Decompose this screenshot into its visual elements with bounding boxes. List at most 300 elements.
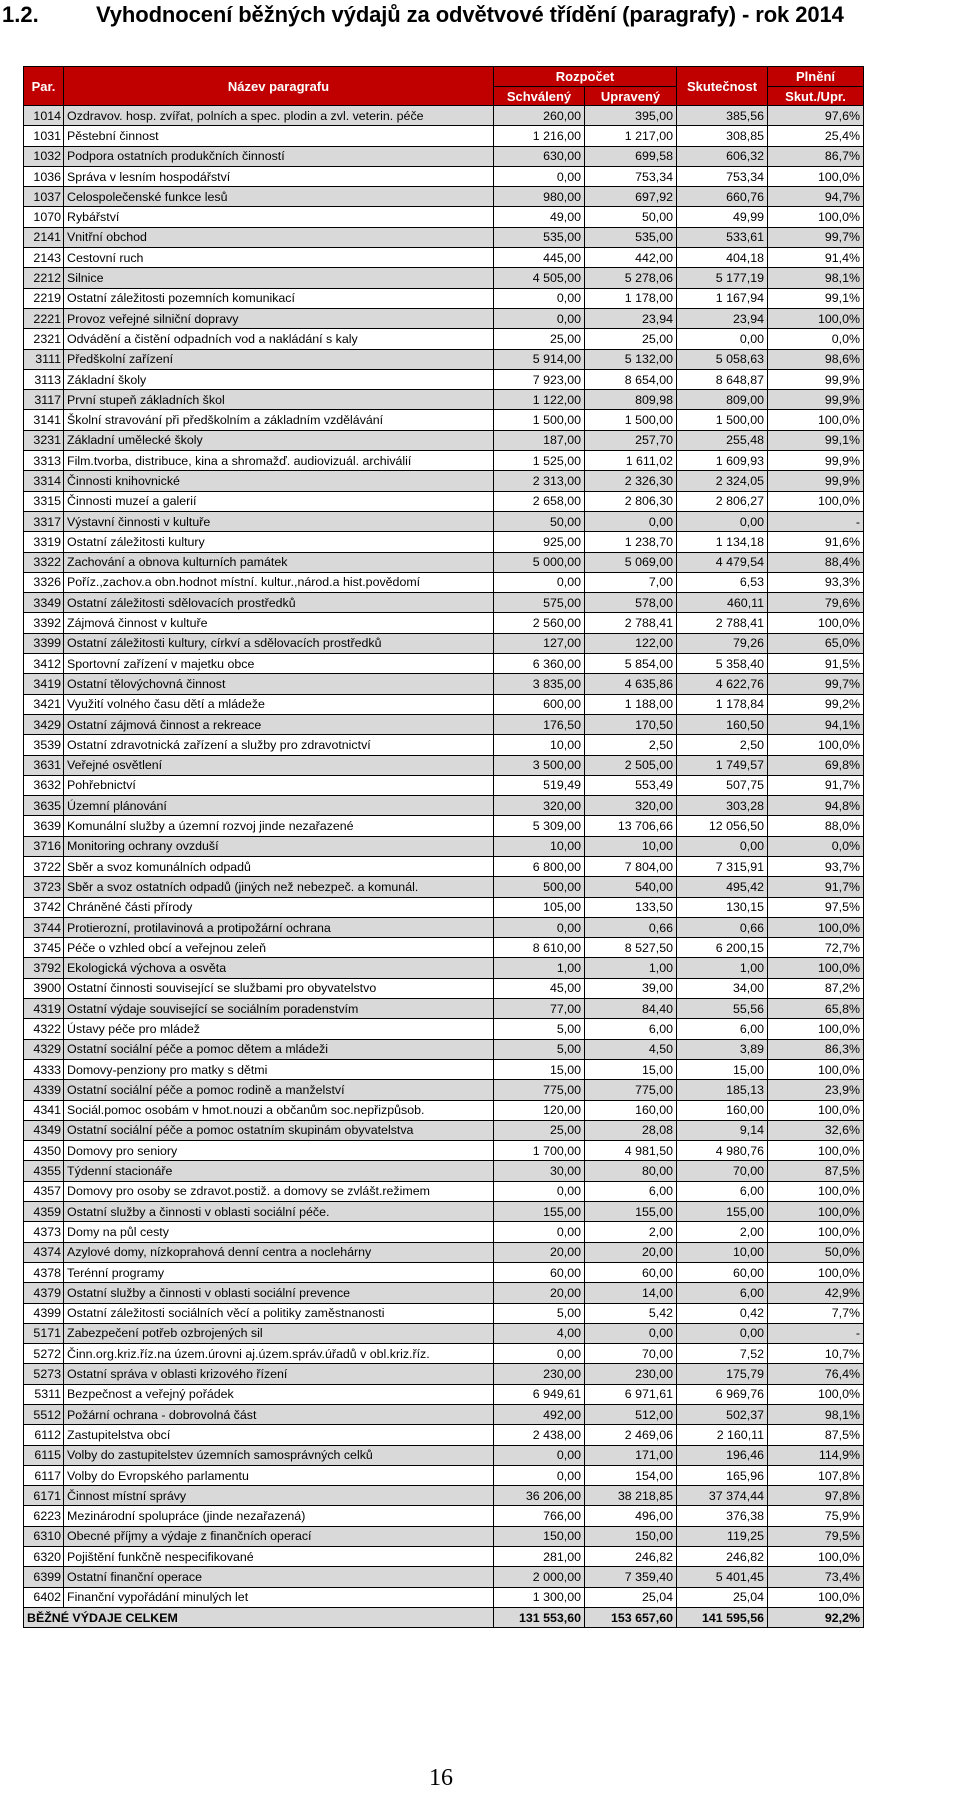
fulfil-cell: 99,9% — [768, 451, 864, 471]
table-row — [24, 1161, 864, 1181]
table-row — [24, 1384, 864, 1404]
name-cell: Poříz.,zachov.a obn.hodnot místní. kultur.,národ.a hist.povědomí — [64, 572, 494, 592]
name-cell: Pohřebnictví — [64, 775, 494, 795]
fulfil-cell: 98,6% — [768, 349, 864, 369]
adjusted-cell: 2 326,30 — [585, 471, 677, 491]
actual-cell: 37 374,44 — [677, 1486, 768, 1506]
fulfil-cell: 98,1% — [768, 268, 864, 288]
fulfil-cell: 91,7% — [768, 775, 864, 795]
table-row — [24, 268, 864, 288]
approved-cell: 5 309,00 — [494, 816, 585, 836]
adjusted-cell: 6,00 — [585, 1181, 677, 1201]
approved-cell: 0,00 — [494, 917, 585, 937]
actual-cell: 23,94 — [677, 308, 768, 328]
name-cell: Ostatní zdravotnická zařízení a služby pro zdravotnictví — [64, 735, 494, 755]
fulfil-cell: 100,0% — [768, 1181, 864, 1201]
adjusted-cell: 553,49 — [585, 775, 677, 795]
adjusted-cell: 1 611,02 — [585, 451, 677, 471]
adjusted-cell: 13 706,66 — [585, 816, 677, 836]
approved-cell: 5,00 — [494, 1019, 585, 1039]
name-cell: Ostatní záležitosti kultury — [64, 532, 494, 552]
table-row — [24, 694, 864, 714]
total-row — [24, 1607, 864, 1627]
fulfil-cell: 0,0% — [768, 329, 864, 349]
name-cell: Ostatní sociální péče a pomoc ostatním skupinám obyvatelstva — [64, 1120, 494, 1140]
adjusted-cell: 697,92 — [585, 187, 677, 207]
adjusted-cell: 5,42 — [585, 1303, 677, 1323]
fulfil-cell: 42,9% — [768, 1283, 864, 1303]
actual-cell: 0,00 — [677, 836, 768, 856]
actual-cell: 15,00 — [677, 1059, 768, 1079]
name-cell: Ostatní služby a činnosti v oblasti sociální péče. — [64, 1202, 494, 1222]
name-cell: Chráněné části přírody — [64, 897, 494, 917]
table-row — [24, 146, 864, 166]
code-cell: 6310 — [24, 1526, 64, 1546]
name-cell: Ústavy péče pro mládež — [64, 1019, 494, 1039]
fulfil-cell: 100,0% — [768, 1547, 864, 1567]
actual-cell: 49,99 — [677, 207, 768, 227]
table-row — [24, 126, 864, 146]
code-cell: 4341 — [24, 1100, 64, 1120]
table-row — [24, 1059, 864, 1079]
name-cell: Činnosti muzeí a galerií — [64, 491, 494, 511]
actual-cell: 8 648,87 — [677, 369, 768, 389]
adjusted-cell: 2 505,00 — [585, 755, 677, 775]
adjusted-cell: 2 788,41 — [585, 613, 677, 633]
table-row — [24, 735, 864, 755]
table-row — [24, 106, 864, 126]
code-cell: 3326 — [24, 572, 64, 592]
approved-cell: 575,00 — [494, 593, 585, 613]
code-cell: 2221 — [24, 308, 64, 328]
approved-cell: 49,00 — [494, 207, 585, 227]
table-row — [24, 796, 864, 816]
approved-cell: 500,00 — [494, 877, 585, 897]
table-row — [24, 654, 864, 674]
fulfil-cell: 100,0% — [768, 308, 864, 328]
code-cell: 5311 — [24, 1384, 64, 1404]
name-cell: Územní plánování — [64, 796, 494, 816]
header-fulfil-bottom: Skut./Upr. — [768, 87, 864, 106]
fulfil-cell: 79,6% — [768, 593, 864, 613]
name-cell: Základní umělecké školy — [64, 430, 494, 450]
approved-cell: 155,00 — [494, 1202, 585, 1222]
fulfil-cell: 0,0% — [768, 836, 864, 856]
actual-cell: 5 358,40 — [677, 654, 768, 674]
table-row — [24, 1202, 864, 1222]
table-body — [24, 106, 864, 1608]
adjusted-cell: 25,00 — [585, 329, 677, 349]
code-cell: 4399 — [24, 1303, 64, 1323]
actual-cell: 404,18 — [677, 248, 768, 268]
code-cell: 3314 — [24, 471, 64, 491]
approved-cell: 5,00 — [494, 1039, 585, 1059]
table-row — [24, 1262, 864, 1282]
fulfil-cell: 94,8% — [768, 796, 864, 816]
fulfil-cell: 99,1% — [768, 430, 864, 450]
total-fulfil: 92,2% — [768, 1607, 864, 1627]
actual-cell: 5 177,19 — [677, 268, 768, 288]
table-row — [24, 187, 864, 207]
fulfil-cell: 23,9% — [768, 1080, 864, 1100]
code-cell: 6171 — [24, 1486, 64, 1506]
approved-cell: 980,00 — [494, 187, 585, 207]
fulfil-cell: 99,7% — [768, 674, 864, 694]
approved-cell: 4 505,00 — [494, 268, 585, 288]
actual-cell: 79,26 — [677, 633, 768, 653]
code-cell: 4333 — [24, 1059, 64, 1079]
table-row — [24, 308, 864, 328]
actual-cell: 7 315,91 — [677, 856, 768, 876]
actual-cell: 0,00 — [677, 1323, 768, 1343]
table-row — [24, 1567, 864, 1587]
adjusted-cell: 8 527,50 — [585, 938, 677, 958]
table-row — [24, 877, 864, 897]
fulfil-cell: 32,6% — [768, 1120, 864, 1140]
actual-cell: 246,82 — [677, 1547, 768, 1567]
fulfil-cell: 25,4% — [768, 126, 864, 146]
fulfil-cell: 91,6% — [768, 532, 864, 552]
adjusted-cell: 320,00 — [585, 796, 677, 816]
name-cell: Využití volného času dětí a mládeže — [64, 694, 494, 714]
actual-cell: 753,34 — [677, 166, 768, 186]
actual-cell: 303,28 — [677, 796, 768, 816]
code-cell: 3313 — [24, 451, 64, 471]
actual-cell: 34,00 — [677, 978, 768, 998]
adjusted-cell: 1 238,70 — [585, 532, 677, 552]
adjusted-cell: 578,00 — [585, 593, 677, 613]
table-row — [24, 1039, 864, 1059]
adjusted-cell: 23,94 — [585, 308, 677, 328]
header-adjusted: Upravený — [585, 87, 677, 106]
name-cell: Správa v lesním hospodářství — [64, 166, 494, 186]
adjusted-cell: 0,00 — [585, 511, 677, 531]
fulfil-cell: 100,0% — [768, 613, 864, 633]
fulfil-cell: 100,0% — [768, 1587, 864, 1607]
actual-cell: 160,50 — [677, 714, 768, 734]
table-row — [24, 836, 864, 856]
table-row — [24, 511, 864, 531]
code-cell: 1031 — [24, 126, 64, 146]
approved-cell: 925,00 — [494, 532, 585, 552]
table-row — [24, 1100, 864, 1120]
code-cell: 6117 — [24, 1465, 64, 1485]
fulfil-cell: 100,0% — [768, 1384, 864, 1404]
approved-cell: 2 560,00 — [494, 613, 585, 633]
code-cell: 3429 — [24, 714, 64, 734]
actual-cell: 6 969,76 — [677, 1384, 768, 1404]
actual-cell: 5 401,45 — [677, 1567, 768, 1587]
code-cell: 4319 — [24, 999, 64, 1019]
adjusted-cell: 5 854,00 — [585, 654, 677, 674]
table-row — [24, 613, 864, 633]
name-cell: Silnice — [64, 268, 494, 288]
name-cell: Výstavní činnosti v kultuře — [64, 511, 494, 531]
header-approved: Schválený — [494, 87, 585, 106]
actual-cell: 175,79 — [677, 1364, 768, 1384]
name-cell: Vnitřní obchod — [64, 227, 494, 247]
table-row — [24, 1120, 864, 1140]
approved-cell: 1 500,00 — [494, 410, 585, 430]
name-cell: Sběr a svoz ostatních odpadů (jiných než nebezpeč. a komunál. — [64, 877, 494, 897]
name-cell: Ostatní činnosti související se službami pro obyvatelstvo — [64, 978, 494, 998]
approved-cell: 320,00 — [494, 796, 585, 816]
fulfil-cell: 100,0% — [768, 1222, 864, 1242]
name-cell: Domovy pro seniory — [64, 1141, 494, 1161]
code-cell: 3900 — [24, 978, 64, 998]
code-cell: 3349 — [24, 593, 64, 613]
name-cell: Zabezpečení potřeb ozbrojených sil — [64, 1323, 494, 1343]
actual-cell: 809,00 — [677, 390, 768, 410]
approved-cell: 1 216,00 — [494, 126, 585, 146]
code-cell: 4355 — [24, 1161, 64, 1181]
table-row — [24, 1364, 864, 1384]
adjusted-cell: 7,00 — [585, 572, 677, 592]
name-cell: Komunální služby a územní rozvoj jinde nezařazené — [64, 816, 494, 836]
fulfil-cell: 86,3% — [768, 1039, 864, 1059]
table-row — [24, 390, 864, 410]
actual-cell: 2 788,41 — [677, 613, 768, 633]
table-row — [24, 1465, 864, 1485]
adjusted-cell: 699,58 — [585, 146, 677, 166]
code-cell: 2143 — [24, 248, 64, 268]
adjusted-cell: 160,00 — [585, 1100, 677, 1120]
approved-cell: 1 525,00 — [494, 451, 585, 471]
fulfil-cell: 72,7% — [768, 938, 864, 958]
code-cell: 6402 — [24, 1587, 64, 1607]
code-cell: 4339 — [24, 1080, 64, 1100]
approved-cell: 20,00 — [494, 1242, 585, 1262]
name-cell: Ostatní zájmová činnost a rekreace — [64, 714, 494, 734]
code-cell: 5273 — [24, 1364, 64, 1384]
actual-cell: 1 167,94 — [677, 288, 768, 308]
adjusted-cell: 4 635,86 — [585, 674, 677, 694]
name-cell: Pojištění funkčně nespecifikované — [64, 1547, 494, 1567]
table-row — [24, 1283, 864, 1303]
name-cell: Ostatní finanční operace — [64, 1567, 494, 1587]
fulfil-cell: 100,0% — [768, 1059, 864, 1079]
section-title: Vyhodnocení běžných výdajů za odvětvové třídění (paragrafy) - rok 2014 — [96, 2, 844, 27]
table-row — [24, 491, 864, 511]
code-cell: 3742 — [24, 897, 64, 917]
fulfil-cell: 100,0% — [768, 958, 864, 978]
approved-cell: 10,00 — [494, 735, 585, 755]
actual-cell: 1 749,57 — [677, 755, 768, 775]
code-cell: 3539 — [24, 735, 64, 755]
header-actual: Skutečnost — [677, 67, 768, 106]
approved-cell: 20,00 — [494, 1283, 585, 1303]
adjusted-cell: 1 217,00 — [585, 126, 677, 146]
code-cell: 4350 — [24, 1141, 64, 1161]
name-cell: Ozdravov. hosp. zvířat, polních a spec. plodin a zvl. veterin. péče — [64, 106, 494, 126]
fulfil-cell: 100,0% — [768, 491, 864, 511]
approved-cell: 260,00 — [494, 106, 585, 126]
code-cell: 4349 — [24, 1120, 64, 1140]
actual-cell: 119,25 — [677, 1526, 768, 1546]
approved-cell: 445,00 — [494, 248, 585, 268]
actual-cell: 376,38 — [677, 1506, 768, 1526]
adjusted-cell: 540,00 — [585, 877, 677, 897]
code-cell: 5512 — [24, 1405, 64, 1425]
adjusted-cell: 4,50 — [585, 1039, 677, 1059]
actual-cell: 0,00 — [677, 511, 768, 531]
fulfil-cell: 100,0% — [768, 1202, 864, 1222]
approved-cell: 30,00 — [494, 1161, 585, 1181]
name-cell: Sociál.pomoc osobám v hmot.nouzi a občanům soc.nepřizpůsob. — [64, 1100, 494, 1120]
actual-cell: 1 609,93 — [677, 451, 768, 471]
adjusted-cell: 753,34 — [585, 166, 677, 186]
fulfil-cell: 97,8% — [768, 1486, 864, 1506]
actual-cell: 507,75 — [677, 775, 768, 795]
actual-cell: 60,00 — [677, 1262, 768, 1282]
table-row — [24, 1141, 864, 1161]
fulfil-cell: 107,8% — [768, 1465, 864, 1485]
approved-cell: 5 000,00 — [494, 552, 585, 572]
total-approved: 131 553,60 — [494, 1607, 585, 1627]
name-cell: Volby do Evropského parlamentu — [64, 1465, 494, 1485]
fulfil-cell: 100,0% — [768, 207, 864, 227]
table-row — [24, 471, 864, 491]
adjusted-cell: 154,00 — [585, 1465, 677, 1485]
approved-cell: 5,00 — [494, 1303, 585, 1323]
code-cell: 3117 — [24, 390, 64, 410]
actual-cell: 4 622,76 — [677, 674, 768, 694]
adjusted-cell: 38 218,85 — [585, 1486, 677, 1506]
approved-cell: 150,00 — [494, 1526, 585, 1546]
actual-cell: 12 056,50 — [677, 816, 768, 836]
name-cell: Domovy-penziony pro matky s dětmi — [64, 1059, 494, 1079]
code-cell: 4373 — [24, 1222, 64, 1242]
fulfil-cell: 99,9% — [768, 471, 864, 491]
name-cell: Ostatní záležitosti pozemních komunikací — [64, 288, 494, 308]
code-cell: 3792 — [24, 958, 64, 978]
fulfil-cell: 100,0% — [768, 1100, 864, 1120]
approved-cell: 8 610,00 — [494, 938, 585, 958]
code-cell: 3141 — [24, 410, 64, 430]
name-cell: Ekologická výchova a osvěta — [64, 958, 494, 978]
page-number: 16 — [429, 1765, 453, 1791]
actual-cell: 165,96 — [677, 1465, 768, 1485]
adjusted-cell: 15,00 — [585, 1059, 677, 1079]
code-cell: 4378 — [24, 1262, 64, 1282]
approved-cell: 3 835,00 — [494, 674, 585, 694]
fulfil-cell: 79,5% — [768, 1526, 864, 1546]
fulfil-cell: 98,1% — [768, 1405, 864, 1425]
fulfil-cell: 100,0% — [768, 1141, 864, 1161]
adjusted-cell: 171,00 — [585, 1445, 677, 1465]
table-row — [24, 816, 864, 836]
table-row — [24, 1486, 864, 1506]
approved-cell: 492,00 — [494, 1405, 585, 1425]
name-cell: Zachování a obnova kulturních památek — [64, 552, 494, 572]
table-row — [24, 410, 864, 430]
table-row — [24, 1344, 864, 1364]
name-cell: Školní stravování při předškolním a základním vzdělávání — [64, 410, 494, 430]
fulfil-cell: 94,7% — [768, 187, 864, 207]
adjusted-cell: 775,00 — [585, 1080, 677, 1100]
header-name: Název paragrafu — [64, 67, 494, 106]
code-cell: 3317 — [24, 511, 64, 531]
adjusted-cell: 70,00 — [585, 1344, 677, 1364]
approved-cell: 1 122,00 — [494, 390, 585, 410]
actual-cell: 6,00 — [677, 1283, 768, 1303]
actual-cell: 6,00 — [677, 1019, 768, 1039]
table-row — [24, 1323, 864, 1343]
approved-cell: 2 658,00 — [494, 491, 585, 511]
code-cell: 2321 — [24, 329, 64, 349]
approved-cell: 2 000,00 — [494, 1567, 585, 1587]
name-cell: Ostatní záležitosti kultury, církví a sdělovacích prostředků — [64, 633, 494, 653]
table-row — [24, 1405, 864, 1425]
approved-cell: 630,00 — [494, 146, 585, 166]
adjusted-cell: 535,00 — [585, 227, 677, 247]
adjusted-cell: 5 132,00 — [585, 349, 677, 369]
fulfil-cell: 100,0% — [768, 735, 864, 755]
table-row — [24, 755, 864, 775]
actual-cell: 2,00 — [677, 1222, 768, 1242]
approved-cell: 1,00 — [494, 958, 585, 978]
table-row — [24, 430, 864, 450]
name-cell: Činnosti knihovnické — [64, 471, 494, 491]
fulfil-cell: 88,4% — [768, 552, 864, 572]
table-row — [24, 288, 864, 308]
table-row — [24, 1425, 864, 1445]
code-cell: 3231 — [24, 430, 64, 450]
table-row — [24, 674, 864, 694]
fulfil-cell: 86,7% — [768, 146, 864, 166]
total-adjusted: 153 657,60 — [585, 1607, 677, 1627]
section-heading — [0, 0, 960, 30]
name-cell: Ostatní sociální péče a pomoc dětem a mládeži — [64, 1039, 494, 1059]
table-row — [24, 633, 864, 653]
actual-cell: 6,53 — [677, 572, 768, 592]
approved-cell: 0,00 — [494, 572, 585, 592]
total-label: BĚŽNÉ VÝDAJE CELKEM — [24, 1607, 494, 1627]
code-cell: 1037 — [24, 187, 64, 207]
adjusted-cell: 170,50 — [585, 714, 677, 734]
actual-cell: 185,13 — [677, 1080, 768, 1100]
approved-cell: 0,00 — [494, 1222, 585, 1242]
actual-cell: 3,89 — [677, 1039, 768, 1059]
name-cell: Terénní programy — [64, 1262, 494, 1282]
header-par: Par. — [24, 67, 64, 106]
code-cell: 6115 — [24, 1445, 64, 1465]
fulfil-cell: 91,4% — [768, 248, 864, 268]
fulfil-cell: 88,0% — [768, 816, 864, 836]
code-cell: 6320 — [24, 1547, 64, 1567]
approved-cell: 3 500,00 — [494, 755, 585, 775]
code-cell: 1032 — [24, 146, 64, 166]
code-cell: 4329 — [24, 1039, 64, 1059]
actual-cell: 533,61 — [677, 227, 768, 247]
adjusted-cell: 1,00 — [585, 958, 677, 978]
fulfil-cell: 97,5% — [768, 897, 864, 917]
fulfil-cell: 94,1% — [768, 714, 864, 734]
fulfil-cell: 73,4% — [768, 1567, 864, 1587]
code-cell: 3744 — [24, 917, 64, 937]
name-cell: Cestovní ruch — [64, 248, 494, 268]
table-row — [24, 227, 864, 247]
adjusted-cell: 80,00 — [585, 1161, 677, 1181]
code-cell: 1070 — [24, 207, 64, 227]
name-cell: Pěstební činnost — [64, 126, 494, 146]
actual-cell: 2 324,05 — [677, 471, 768, 491]
name-cell: Azylové domy, nízkoprahová denní centra a noclehárny — [64, 1242, 494, 1262]
adjusted-cell: 246,82 — [585, 1547, 677, 1567]
approved-cell: 25,00 — [494, 329, 585, 349]
table-row — [24, 1303, 864, 1323]
table-row — [24, 329, 864, 349]
